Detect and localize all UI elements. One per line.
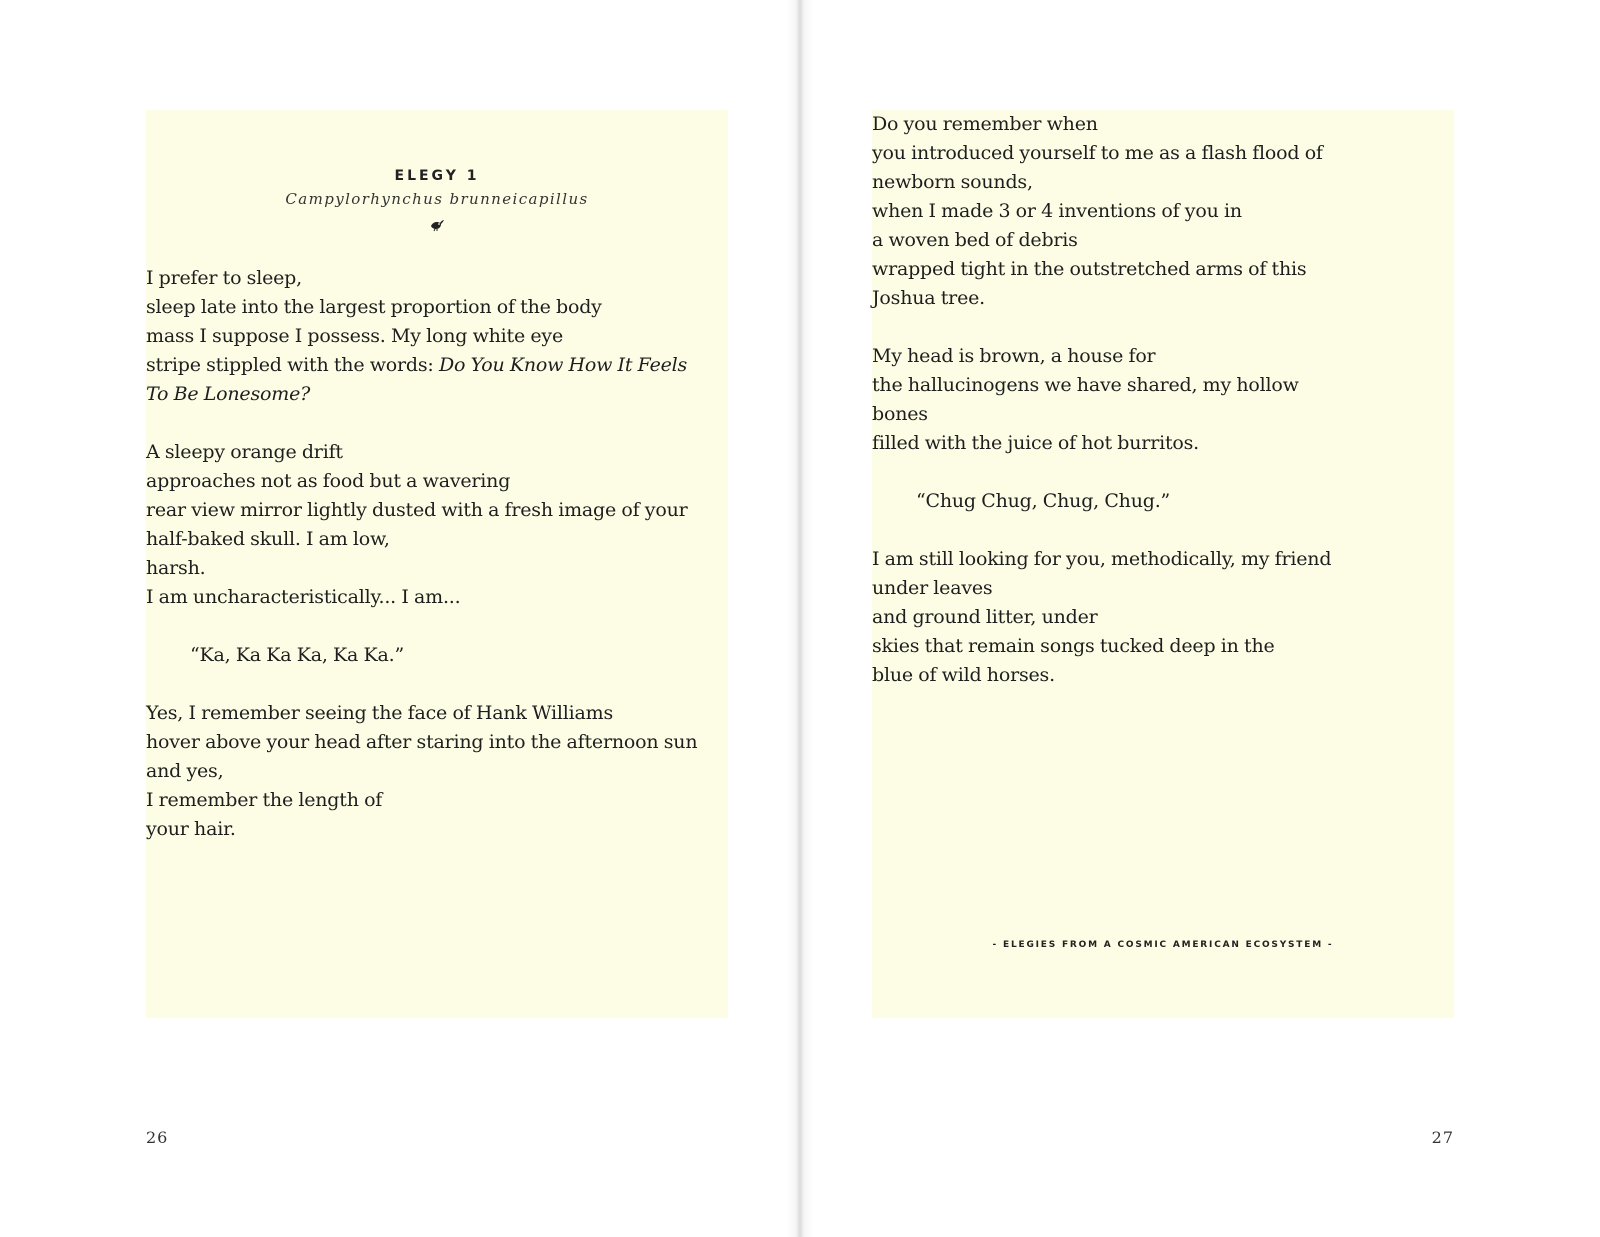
poem-line: hover above your head after staring into the afternoon sun (146, 731, 698, 753)
poem-line: newborn sounds, (872, 171, 1033, 193)
stanza-break (146, 612, 728, 641)
stanza-break (872, 458, 1454, 487)
poem-line: sleep late into the largest proportion of the body (146, 296, 602, 318)
right-text-block (872, 110, 1454, 1018)
stanza-break (872, 313, 1454, 342)
poem-line: I am still looking for you, methodically, my friend (872, 548, 1332, 570)
poem-line: half-baked skull. I am low, (146, 528, 390, 550)
poem-line: when I made 3 or 4 inventions of you in (872, 200, 1242, 222)
stanza-break (146, 670, 728, 699)
poem-line (146, 351, 728, 380)
stanza-break (146, 409, 728, 438)
poem-line: bones (872, 403, 928, 425)
poem-line-call: “Ka, Ka Ka Ka, Ka Ka.” (190, 644, 404, 666)
poem-line-plain: stripe stippled with the words: (146, 354, 439, 376)
poem-line: mass I suppose I possess. My long white eye (146, 325, 563, 347)
poem-line: I remember the length of (146, 789, 383, 811)
right-page (800, 0, 1600, 1237)
poem-heading (146, 110, 728, 234)
left-text-block (146, 110, 728, 1018)
poem-body-right (872, 110, 1454, 690)
poem-line: approaches not as food but a wavering (146, 470, 511, 492)
poem-line: Joshua tree. (872, 287, 985, 309)
poem-line: I prefer to sleep, (146, 267, 302, 289)
poem-line: filled with the juice of hot burritos. (872, 432, 1200, 454)
running-footer: - ELEGIES FROM A COSMIC AMERICAN ECOSYSTEM - (992, 940, 1334, 950)
page-number-left: 26 (146, 1128, 169, 1147)
song-title-italic: Do You Know How It Feels (438, 354, 688, 376)
stanza-break (872, 516, 1454, 545)
poem-line: harsh. (146, 557, 206, 579)
poem-subtitle: Campylorhynchus brunneicapillus (285, 190, 589, 208)
poem-line: I am uncharacteristically... I am... (146, 586, 461, 608)
bird-ornament-icon (146, 214, 728, 234)
poem-line: Yes, I remember seeing the face of Hank Williams (146, 702, 614, 724)
page-number-right: 27 (1431, 1128, 1454, 1147)
poem-line: the hallucinogens we have shared, my hollow (872, 374, 1299, 396)
poem-line: rear view mirror lightly dusted with a fresh image of your (146, 499, 688, 521)
poem-line: Do you remember when (872, 113, 1098, 135)
poem-line: and ground litter, under (872, 606, 1098, 628)
poem-line: a woven bed of debris (872, 229, 1078, 251)
poem-line: skies that remain songs tucked deep in the (872, 635, 1275, 657)
poem-line: and yes, (146, 760, 224, 782)
song-title-italic: To Be Lonesome? (146, 383, 311, 405)
poem-line: My head is brown, a house for (872, 345, 1156, 367)
poem-line: blue of wild horses. (872, 664, 1055, 686)
poem-body-left (146, 264, 728, 844)
poem-line: your hair. (146, 818, 236, 840)
poem-line (146, 380, 728, 409)
poem-title: ELEGY 1 (394, 168, 480, 184)
poem-line: you introduced yourself to me as a flash flood of (872, 142, 1323, 164)
poem-line: A sleepy orange drift (146, 441, 343, 463)
poem-line: under leaves (872, 577, 993, 599)
poem-line-call: “Chug Chug, Chug, Chug.” (916, 490, 1171, 512)
poem-line: wrapped tight in the outstretched arms of this (872, 258, 1307, 280)
